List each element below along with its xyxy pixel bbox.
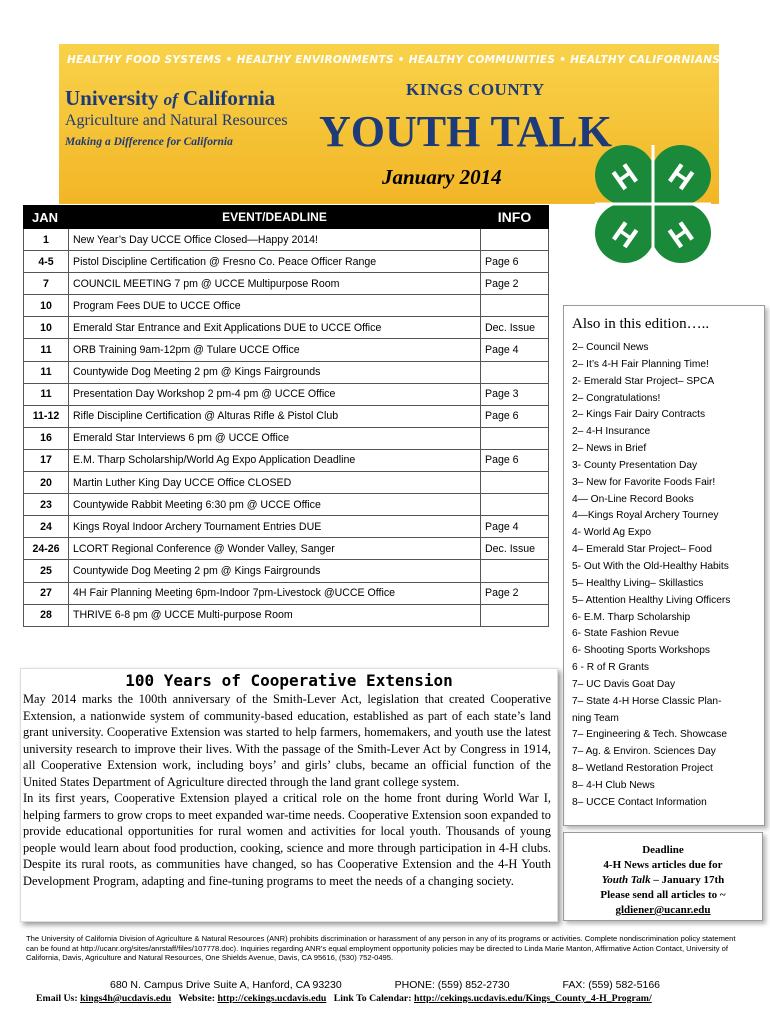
deadline-email-link[interactable]: gldiener@ucanr.edu	[615, 904, 711, 916]
event-info	[481, 361, 549, 383]
event-info	[481, 604, 549, 626]
list-item: 2– 4-H Insurance	[572, 426, 651, 438]
footer-address: 680 N. Campus Drive Suite A, Hanford, CA 93230	[109, 979, 342, 991]
event-date: 16	[24, 427, 69, 449]
event-description: New Year’s Day UCCE Office Closed—Happy 2014!	[69, 229, 481, 251]
event-description: Countywide Dog Meeting 2 pm @ Kings Fairgrounds	[69, 361, 481, 383]
event-info	[481, 560, 549, 582]
list-item: 7– UC Davis Goat Day	[572, 678, 676, 690]
event-description: Program Fees DUE to UCCE Office	[69, 295, 481, 317]
event-date: 11-12	[24, 405, 69, 427]
event-info	[481, 494, 549, 516]
event-description: THRIVE 6-8 pm @ UCCE Multi-purpose Room	[69, 604, 481, 626]
list-item: 2– Kings Fair Dairy Contracts	[572, 409, 706, 421]
list-item: 5- Out With the Old-Healthy Habits	[572, 560, 729, 572]
uc-motto: Making a Difference for California	[65, 136, 233, 148]
event-description: Countywide Dog Meeting 2 pm @ Kings Fairgrounds	[69, 560, 481, 582]
events-table	[23, 205, 549, 627]
event-info	[481, 427, 549, 449]
event-date: 11	[24, 383, 69, 405]
list-item: 7– State 4-H Horse Classic Plan-	[572, 695, 722, 707]
deadline-line-1: 4-H News articles due for	[603, 859, 723, 871]
list-item: 6 - R of R Grants	[572, 662, 649, 674]
footer-links-line: Email Us: kings4h@ucdavis.edu Website: http://cekings.ucdavis.edu Link To Calendar: http://cekings.ucdavis.edu/Kings_County_4-H_Program/	[36, 993, 652, 1004]
list-item: 2– It’s 4-H Fair Planning Time!	[572, 358, 709, 370]
uc-division: Agriculture and Natural Resources	[65, 112, 288, 129]
uc-name: University of California	[65, 86, 276, 110]
list-item: 8– UCCE Contact Information	[572, 796, 707, 808]
also-in-this-edition-box	[563, 305, 765, 826]
list-item: 2– Congratulations!	[572, 392, 661, 404]
table-row	[24, 472, 549, 494]
event-date: 20	[24, 472, 69, 494]
article-paragraph-1: May 2014 marks the 100th anniversary of the Smith-Lever Act, legislation that created Cooperative Extension, a nationwide system of community-based education, established as part of each state’s land grant university. Cooperative Extension was started to help farmers, homemakers, and youth use the latest university research to improve their lives. With the passage of the Smith-Lever Act by Congress in 1914, all Cooperative Extension work, including boys’ and girls’ clubs, became an official function of the United States Department of Agriculture directed through the land grant college system.	[23, 692, 551, 789]
four-h-clover-icon	[573, 133, 733, 288]
event-info: Page 6	[481, 449, 549, 471]
event-description: Emerald Star Interviews 6 pm @ UCCE Office	[69, 427, 481, 449]
event-description: Presentation Day Workshop 2 pm-4 pm @ UCCE Office	[69, 383, 481, 405]
article-body	[23, 691, 551, 889]
event-date: 10	[24, 317, 69, 339]
event-date: 24-26	[24, 538, 69, 560]
event-date: 27	[24, 582, 69, 604]
footer-email-link[interactable]: kings4h@ucdavis.edu	[80, 993, 172, 1004]
also-title: Also in this edition…..	[572, 316, 710, 332]
list-item: 3- County Presentation Day	[572, 459, 698, 471]
footer-phone: PHONE: (559) 852-2730	[394, 979, 510, 991]
list-item: 4— On-Line Record Books	[572, 493, 694, 505]
list-item: 6- State Fashion Revue	[572, 628, 680, 640]
list-item: 7– Engineering & Tech. Showcase	[572, 729, 727, 741]
list-item: 4– Emerald Star Project– Food	[572, 544, 712, 556]
deadline-line-3: Please send all articles to ~	[600, 889, 726, 901]
event-date: 11	[24, 361, 69, 383]
table-row	[24, 427, 549, 449]
event-date: 25	[24, 560, 69, 582]
event-date: 23	[24, 494, 69, 516]
table-row	[24, 251, 549, 273]
event-description: Emerald Star Entrance and Exit Applications DUE to UCCE Office	[69, 317, 481, 339]
nondiscrimination-disclaimer: The University of California Division of Agriculture & Natural Resources (ANR) prohibits discrimination or harassment of any person in any of its programs or activities. Complete nondiscrimination policy statement can be found at http://ucanr.org/sites/anrstaff/files/107778.doc). Inquiries regarding ANR’s equal employment opportunity policies may be directed to Linda Marie Manton, Affirmative Action Contact, University of California, Davis, Agriculture and Natural Resources, One Shields Avenue, Davis, CA 95616, (530) 752-0495.	[26, 934, 736, 962]
event-date: 10	[24, 295, 69, 317]
event-info: Page 6	[481, 405, 549, 427]
list-item: 7– Ag. & Environ. Sciences Day	[572, 746, 716, 758]
event-description: Pistol Discipline Certification @ Fresno Co. Peace Officer Range	[69, 251, 481, 273]
table-row	[24, 538, 549, 560]
list-item: 2– Council News	[572, 342, 649, 353]
deadline-line-2: Youth Talk – January 17th	[601, 874, 725, 886]
deadline-title: Deadline	[642, 844, 684, 856]
svg-text:H: H	[662, 157, 700, 198]
svg-text:H: H	[606, 215, 644, 256]
event-description: LCORT Regional Conference @ Wonder Valley, Sanger	[69, 538, 481, 560]
event-info: Page 4	[481, 339, 549, 361]
article-title: 100 Years of Cooperative Extension	[125, 671, 453, 690]
event-description: Martin Luther King Day UCCE Office CLOSED	[69, 472, 481, 494]
event-info: Page 4	[481, 516, 549, 538]
list-item: 8– 4-H Club News	[572, 779, 655, 791]
table-row	[24, 295, 549, 317]
event-date: 7	[24, 273, 69, 295]
deadline-box	[563, 832, 763, 921]
table-row	[24, 361, 549, 383]
list-item: 4- World Ag Expo	[572, 527, 652, 539]
table-row	[24, 339, 549, 361]
event-date: 28	[24, 604, 69, 626]
date-column-header: JAN	[24, 206, 69, 229]
event-info: Page 3	[481, 383, 549, 405]
list-item: 8– Wetland Restoration Project	[572, 763, 713, 775]
event-info	[481, 295, 549, 317]
county-name: KINGS COUNTY	[406, 80, 545, 99]
event-description: Rifle Discipline Certification @ Alturas Rifle & Pistol Club	[69, 405, 481, 427]
list-item: 5– Healthy Living– Skillastics	[572, 577, 704, 589]
table-row	[24, 582, 549, 604]
list-item: 3– New for Favorite Foods Fair!	[572, 476, 716, 488]
list-item: 6- Shooting Sports Workshops	[572, 645, 710, 657]
footer-website-link[interactable]: http://cekings.ucdavis.edu	[217, 993, 327, 1004]
list-item: 6- E.M. Tharp Scholarship	[572, 611, 691, 623]
event-info: Page 6	[481, 251, 549, 273]
footer-contact-line	[0, 979, 770, 991]
article-paragraph-2: In its first years, Cooperative Extension played a critical role on the home front during World War I, helping farmers to grow crops to meet expanded war-time needs. Cooperative Extension soon expanded to provide educational opportunities for rural women and activities for local youth. Thousands of young people would learn about food production, cooking, science and more through participation in 4-H clubs. Despite its rural roots, as communities have changed, so has Cooperative Extension and the 4-H Youth Development Program, adapting and fine-tuning programs to meet the needs of a changing society.	[23, 791, 551, 888]
table-row	[24, 317, 549, 339]
header-tagline: HEALTHY FOOD SYSTEMS • HEALTHY ENVIRONMENTS • HEALTHY COMMUNITIES • HEALTHY CALIFORNIANS	[67, 54, 721, 66]
cooperative-extension-article	[20, 668, 558, 922]
event-date: 17	[24, 449, 69, 471]
svg-text:H: H	[662, 215, 700, 256]
table-row	[24, 405, 549, 427]
table-row	[24, 273, 549, 295]
event-date: 1	[24, 229, 69, 251]
table-row	[24, 383, 549, 405]
event-description: Countywide Rabbit Meeting 6:30 pm @ UCCE Office	[69, 494, 481, 516]
footer-fax: FAX: (559) 582-5166	[562, 979, 661, 991]
event-info: Page 2	[481, 273, 549, 295]
event-info: Page 2	[481, 582, 549, 604]
svg-text:H: H	[606, 157, 644, 198]
event-info	[481, 472, 549, 494]
table-row	[24, 560, 549, 582]
list-item: 4—Kings Royal Archery Tourney	[572, 510, 719, 522]
list-item: 2- Emerald Star Project– SPCA	[572, 375, 715, 387]
event-description: 4H Fair Planning Meeting 6pm-Indoor 7pm-Livestock @UCCE Office	[69, 582, 481, 604]
issue-date: January 2014	[382, 165, 502, 189]
table-row	[24, 604, 549, 626]
event-date: 24	[24, 516, 69, 538]
event-column-header: EVENT/DEADLINE	[69, 206, 481, 229]
list-item: 2– News in Brief	[572, 443, 647, 455]
table-row	[24, 229, 549, 251]
footer-calendar-link[interactable]: http://cekings.ucdavis.edu/Kings_County_4-H_Program/	[414, 993, 652, 1004]
event-info: Dec. Issue	[481, 538, 549, 560]
event-date: 11	[24, 339, 69, 361]
table-row	[24, 516, 549, 538]
event-date: 4-5	[24, 251, 69, 273]
event-info: Dec. Issue	[481, 317, 549, 339]
list-item: 5– Attention Healthy Living Officers	[572, 594, 731, 606]
event-description: Kings Royal Indoor Archery Tournament Entries DUE	[69, 516, 481, 538]
event-description: COUNCIL MEETING 7 pm @ UCCE Multipurpose Room	[69, 273, 481, 295]
event-description: E.M. Tharp Scholarship/World Ag Expo Application Deadline	[69, 449, 481, 471]
event-description: ORB Training 9am-12pm @ Tulare UCCE Office	[69, 339, 481, 361]
table-row	[24, 494, 549, 516]
also-list	[572, 340, 762, 812]
info-column-header: INFO	[481, 206, 549, 229]
event-info	[481, 229, 549, 251]
list-item: ning Team	[572, 712, 619, 724]
table-row	[24, 449, 549, 471]
newsletter-title: YOUTH TALK	[319, 107, 612, 156]
